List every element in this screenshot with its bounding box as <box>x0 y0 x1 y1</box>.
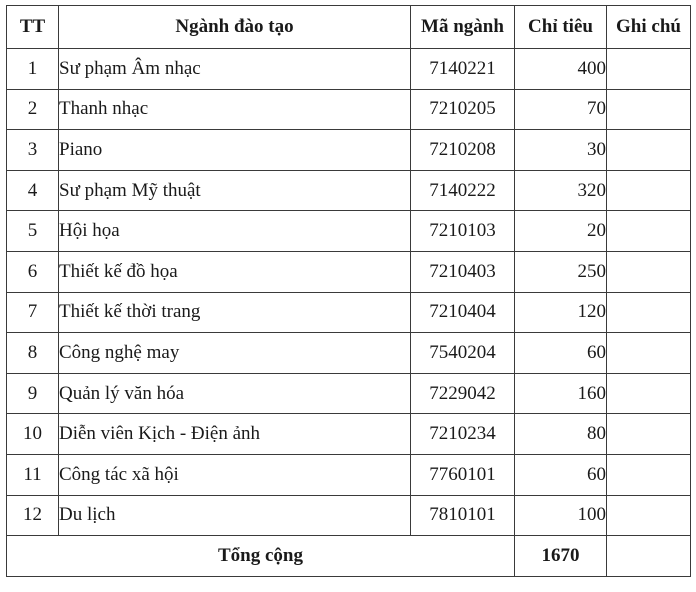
header-quota: Chỉ tiêu <box>515 6 607 49</box>
table-row <box>7 414 691 455</box>
cell-quota: 120 <box>515 292 607 333</box>
cell-note <box>607 373 691 414</box>
cell-code: 7140221 <box>411 49 515 90</box>
cell-code: 7760101 <box>411 454 515 495</box>
total-note <box>607 536 691 577</box>
cell-note <box>607 211 691 252</box>
cell-code: 7140222 <box>411 170 515 211</box>
table-row <box>7 89 691 130</box>
cell-name: Quản lý văn hóa <box>59 373 411 414</box>
cell-name: Thiết kế thời trang <box>59 292 411 333</box>
table-row <box>7 211 691 252</box>
cell-tt: 11 <box>7 454 59 495</box>
cell-tt: 5 <box>7 211 59 252</box>
header-note: Ghi chú <box>607 6 691 49</box>
cell-tt: 9 <box>7 373 59 414</box>
cell-code: 7210208 <box>411 130 515 171</box>
cell-quota: 100 <box>515 495 607 536</box>
cell-note <box>607 251 691 292</box>
cell-name: Diễn viên Kịch - Điện ảnh <box>59 414 411 455</box>
cell-tt: 3 <box>7 130 59 171</box>
cell-code: 7210403 <box>411 251 515 292</box>
cell-note <box>607 170 691 211</box>
table-row <box>7 49 691 90</box>
table-row <box>7 373 691 414</box>
cell-quota: 20 <box>515 211 607 252</box>
cell-tt: 4 <box>7 170 59 211</box>
cell-name: Công tác xã hội <box>59 454 411 495</box>
cell-quota: 70 <box>515 89 607 130</box>
table-row <box>7 251 691 292</box>
cell-code: 7540204 <box>411 333 515 374</box>
table-row <box>7 333 691 374</box>
cell-name: Hội họa <box>59 211 411 252</box>
cell-note <box>607 454 691 495</box>
table-row <box>7 454 691 495</box>
cell-code: 7229042 <box>411 373 515 414</box>
cell-tt: 6 <box>7 251 59 292</box>
cell-quota: 60 <box>515 454 607 495</box>
cell-name: Sư phạm Âm nhạc <box>59 49 411 90</box>
cell-name: Sư phạm Mỹ thuật <box>59 170 411 211</box>
total-label: Tổng cộng <box>7 536 515 577</box>
cell-code: 7810101 <box>411 495 515 536</box>
header-tt: TT <box>7 6 59 49</box>
cell-name: Thanh nhạc <box>59 89 411 130</box>
table-row <box>7 292 691 333</box>
header-code: Mã ngành <box>411 6 515 49</box>
header-name: Ngành đào tạo <box>59 6 411 49</box>
cell-note <box>607 495 691 536</box>
cell-quota: 80 <box>515 414 607 455</box>
total-value: 1670 <box>515 536 607 577</box>
cell-note <box>607 130 691 171</box>
cell-note <box>607 333 691 374</box>
cell-quota: 320 <box>515 170 607 211</box>
table-row <box>7 495 691 536</box>
cell-quota: 30 <box>515 130 607 171</box>
cell-tt: 10 <box>7 414 59 455</box>
cell-quota: 60 <box>515 333 607 374</box>
cell-tt: 1 <box>7 49 59 90</box>
cell-code: 7210404 <box>411 292 515 333</box>
cell-note <box>607 49 691 90</box>
cell-note <box>607 292 691 333</box>
cell-name: Piano <box>59 130 411 171</box>
cell-name: Du lịch <box>59 495 411 536</box>
total-row <box>7 536 691 577</box>
cell-quota: 160 <box>515 373 607 414</box>
cell-name: Thiết kế đồ họa <box>59 251 411 292</box>
cell-tt: 2 <box>7 89 59 130</box>
table-header-row <box>7 6 691 49</box>
cell-code: 7210234 <box>411 414 515 455</box>
cell-tt: 12 <box>7 495 59 536</box>
cell-tt: 7 <box>7 292 59 333</box>
table-row <box>7 130 691 171</box>
cell-code: 7210103 <box>411 211 515 252</box>
cell-quota: 250 <box>515 251 607 292</box>
cell-name: Công nghệ may <box>59 333 411 374</box>
table-row <box>7 170 691 211</box>
quota-table <box>6 5 691 577</box>
cell-tt: 8 <box>7 333 59 374</box>
cell-note <box>607 89 691 130</box>
cell-code: 7210205 <box>411 89 515 130</box>
cell-quota: 400 <box>515 49 607 90</box>
cell-note <box>607 414 691 455</box>
